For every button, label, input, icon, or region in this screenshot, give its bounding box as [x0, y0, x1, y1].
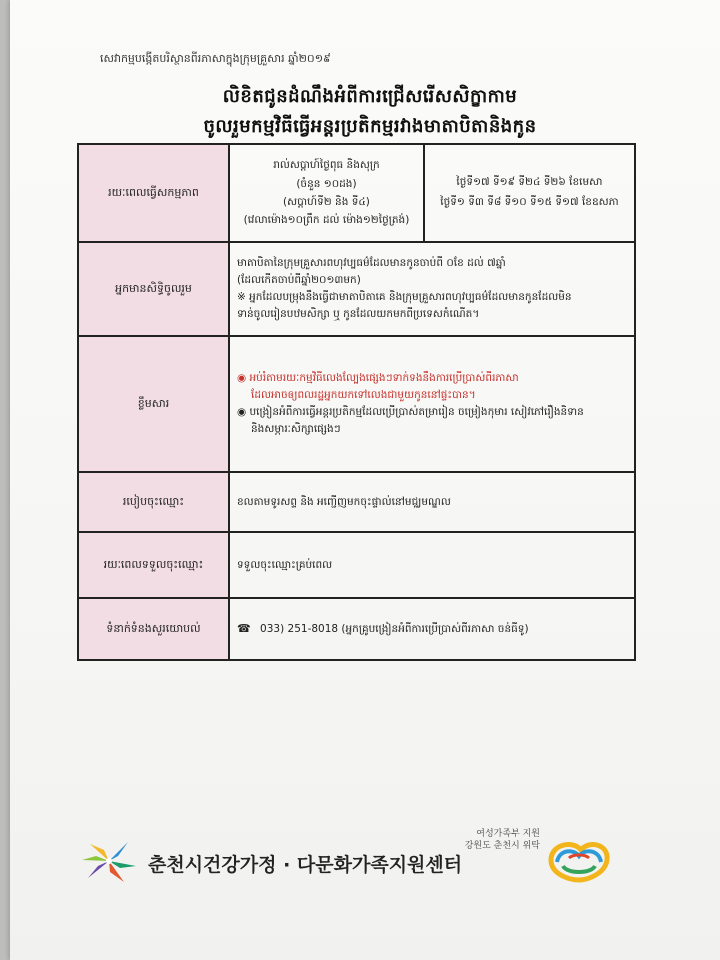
content-item-red: ដែលអាចឲ្យពលរដ្ឋអ្នកយកទៅលេងជាមួយកូននៅផ្ទះបាន។ [251, 389, 476, 402]
content-item: និងសម្ភារៈសិក្សាផ្សេងៗ [251, 422, 341, 435]
page-title-line2: ចូលរួមកម្មវិធីធ្វើអន្តរប្រតិកម្មរវាងមាតាបិតានិងកូន [203, 116, 537, 137]
row-label-contact: ទំនាក់ទំនងសួរយោបល់ [78, 598, 229, 660]
schedule-days: រាល់សប្តាហ៍ថ្ងៃពុធ និងសុក្រ [273, 159, 380, 172]
row-label-registration-period: រយៈពេលទទួលចុះឈ្មោះ [78, 532, 229, 598]
table-row-registration-method [78, 472, 635, 532]
page-title-line1: លិខិតជូនដំណឹងអំពីការជ្រើសរើសសិក្ខាកាម [222, 86, 518, 107]
schedule-time: (វេលាម៉ោង១០ព្រឹក ដល់ ម៉ោង១២ថ្ងៃត្រង់) [243, 214, 410, 227]
support-line: 여성가족부 지원 [476, 829, 540, 839]
phone-icon: ☎ [237, 622, 251, 636]
info-table [77, 143, 636, 661]
program-name: សេវាកម្មបង្កើតបរិស្ថានពីរភាសាក្នុងក្រុមគ្រួសារ ឆ្នាំ២០១៩ [100, 52, 331, 65]
eligibility-cell [229, 242, 635, 336]
content-item: ◉ បង្រៀនអំពីការធ្វើអន្តរប្រតិកម្មដែលប្រើប្រាស់តម្រារៀន ចម្រៀងកុមារ សៀវភៅរឿងនិទាន [237, 406, 584, 418]
table-row-schedule [78, 144, 635, 242]
registration-period-cell: ទទួលចុះឈ្មោះគ្រប់ពេល [229, 532, 635, 598]
contact-text: 033) 251-8018 (អ្នកគ្រូបង្រៀនអំពីការប្រើប្រាស់ពីរភាសា ចន់ធីទូ) [260, 623, 529, 636]
schedule-count: (ចំនួន ១០ដង) [296, 177, 357, 190]
pinwheel-logo-icon [80, 836, 138, 886]
row-label-eligibility: អ្នកមានសិទ្ធិចូលរួម [78, 242, 229, 336]
schedule-weeks: (សប្តាហ៍ទី២ និង ទី៤) [283, 196, 370, 208]
table-row-content [78, 336, 635, 472]
content-item-red: ◉ អប់រំតាមរយៈកម្មវិធីលេងល្បែងផ្សេងៗទាក់ទងនឹងការប្រើប្រាស់ពីរភាសា [237, 372, 519, 385]
table-row-registration-period [78, 532, 635, 598]
schedule-cell [229, 144, 635, 242]
support-line: 강원도 춘천시 위탁 [464, 841, 540, 851]
contact-cell [229, 598, 635, 660]
schedule-april-dates: ថ្ងៃទី១៧ ទី១៩ ទី២៤ ទី២៦ ខែមេសា [456, 176, 603, 189]
eligibility-note: ※ អ្នកដែលបម្រុងនឹងធ្វើជាមាតាបិតាគេ និងក្រុមគ្រួសារពហុវប្បធម៌ដែលមានកូនដែលមិន [237, 291, 572, 303]
schedule-dates [424, 145, 634, 241]
row-label-registration-method: របៀបចុះឈ្មោះ [78, 472, 229, 532]
row-label-content: ខ្លឹមសារ [78, 336, 229, 472]
table-row-eligibility [78, 242, 635, 336]
content-cell [229, 336, 635, 472]
schedule-may-dates: ថ្ងៃទី១ ទី៣ ទី៨ ទី១០ ទី១៥ ទី១៧ ខែឧសភា [440, 196, 619, 208]
schedule-weekly [230, 145, 424, 241]
center-name: 춘천시건강가정 · 다문화가족지원센터 [148, 854, 463, 876]
eligibility-note: ទាន់ចូលរៀនបឋមសិក្សា ឬ កូនដែលយកមកពីប្រទេសកំណើត។ [237, 307, 480, 320]
table-row-contact [78, 598, 635, 660]
heart-swirl-logo-icon [543, 836, 615, 884]
eligibility-line: (ដែលកើតចាប់ពីឆ្នាំ២០១៣មក) [237, 274, 361, 287]
row-label-schedule: រយៈពេលធ្វើសកម្មភាព [78, 144, 229, 242]
registration-method-cell: ខលតាមទូរសព្ទ និង អញ្ជើញមកចុះផ្ទាល់នៅមជ្ឈមណ្ឌល [229, 472, 635, 532]
eligibility-line: មាតាបិតានៃក្រុមគ្រួសារពហុវប្បធម៌ដែលមានកូនចាប់ពី ០ខែ ដល់ ៧ឆ្នាំ [237, 257, 506, 270]
